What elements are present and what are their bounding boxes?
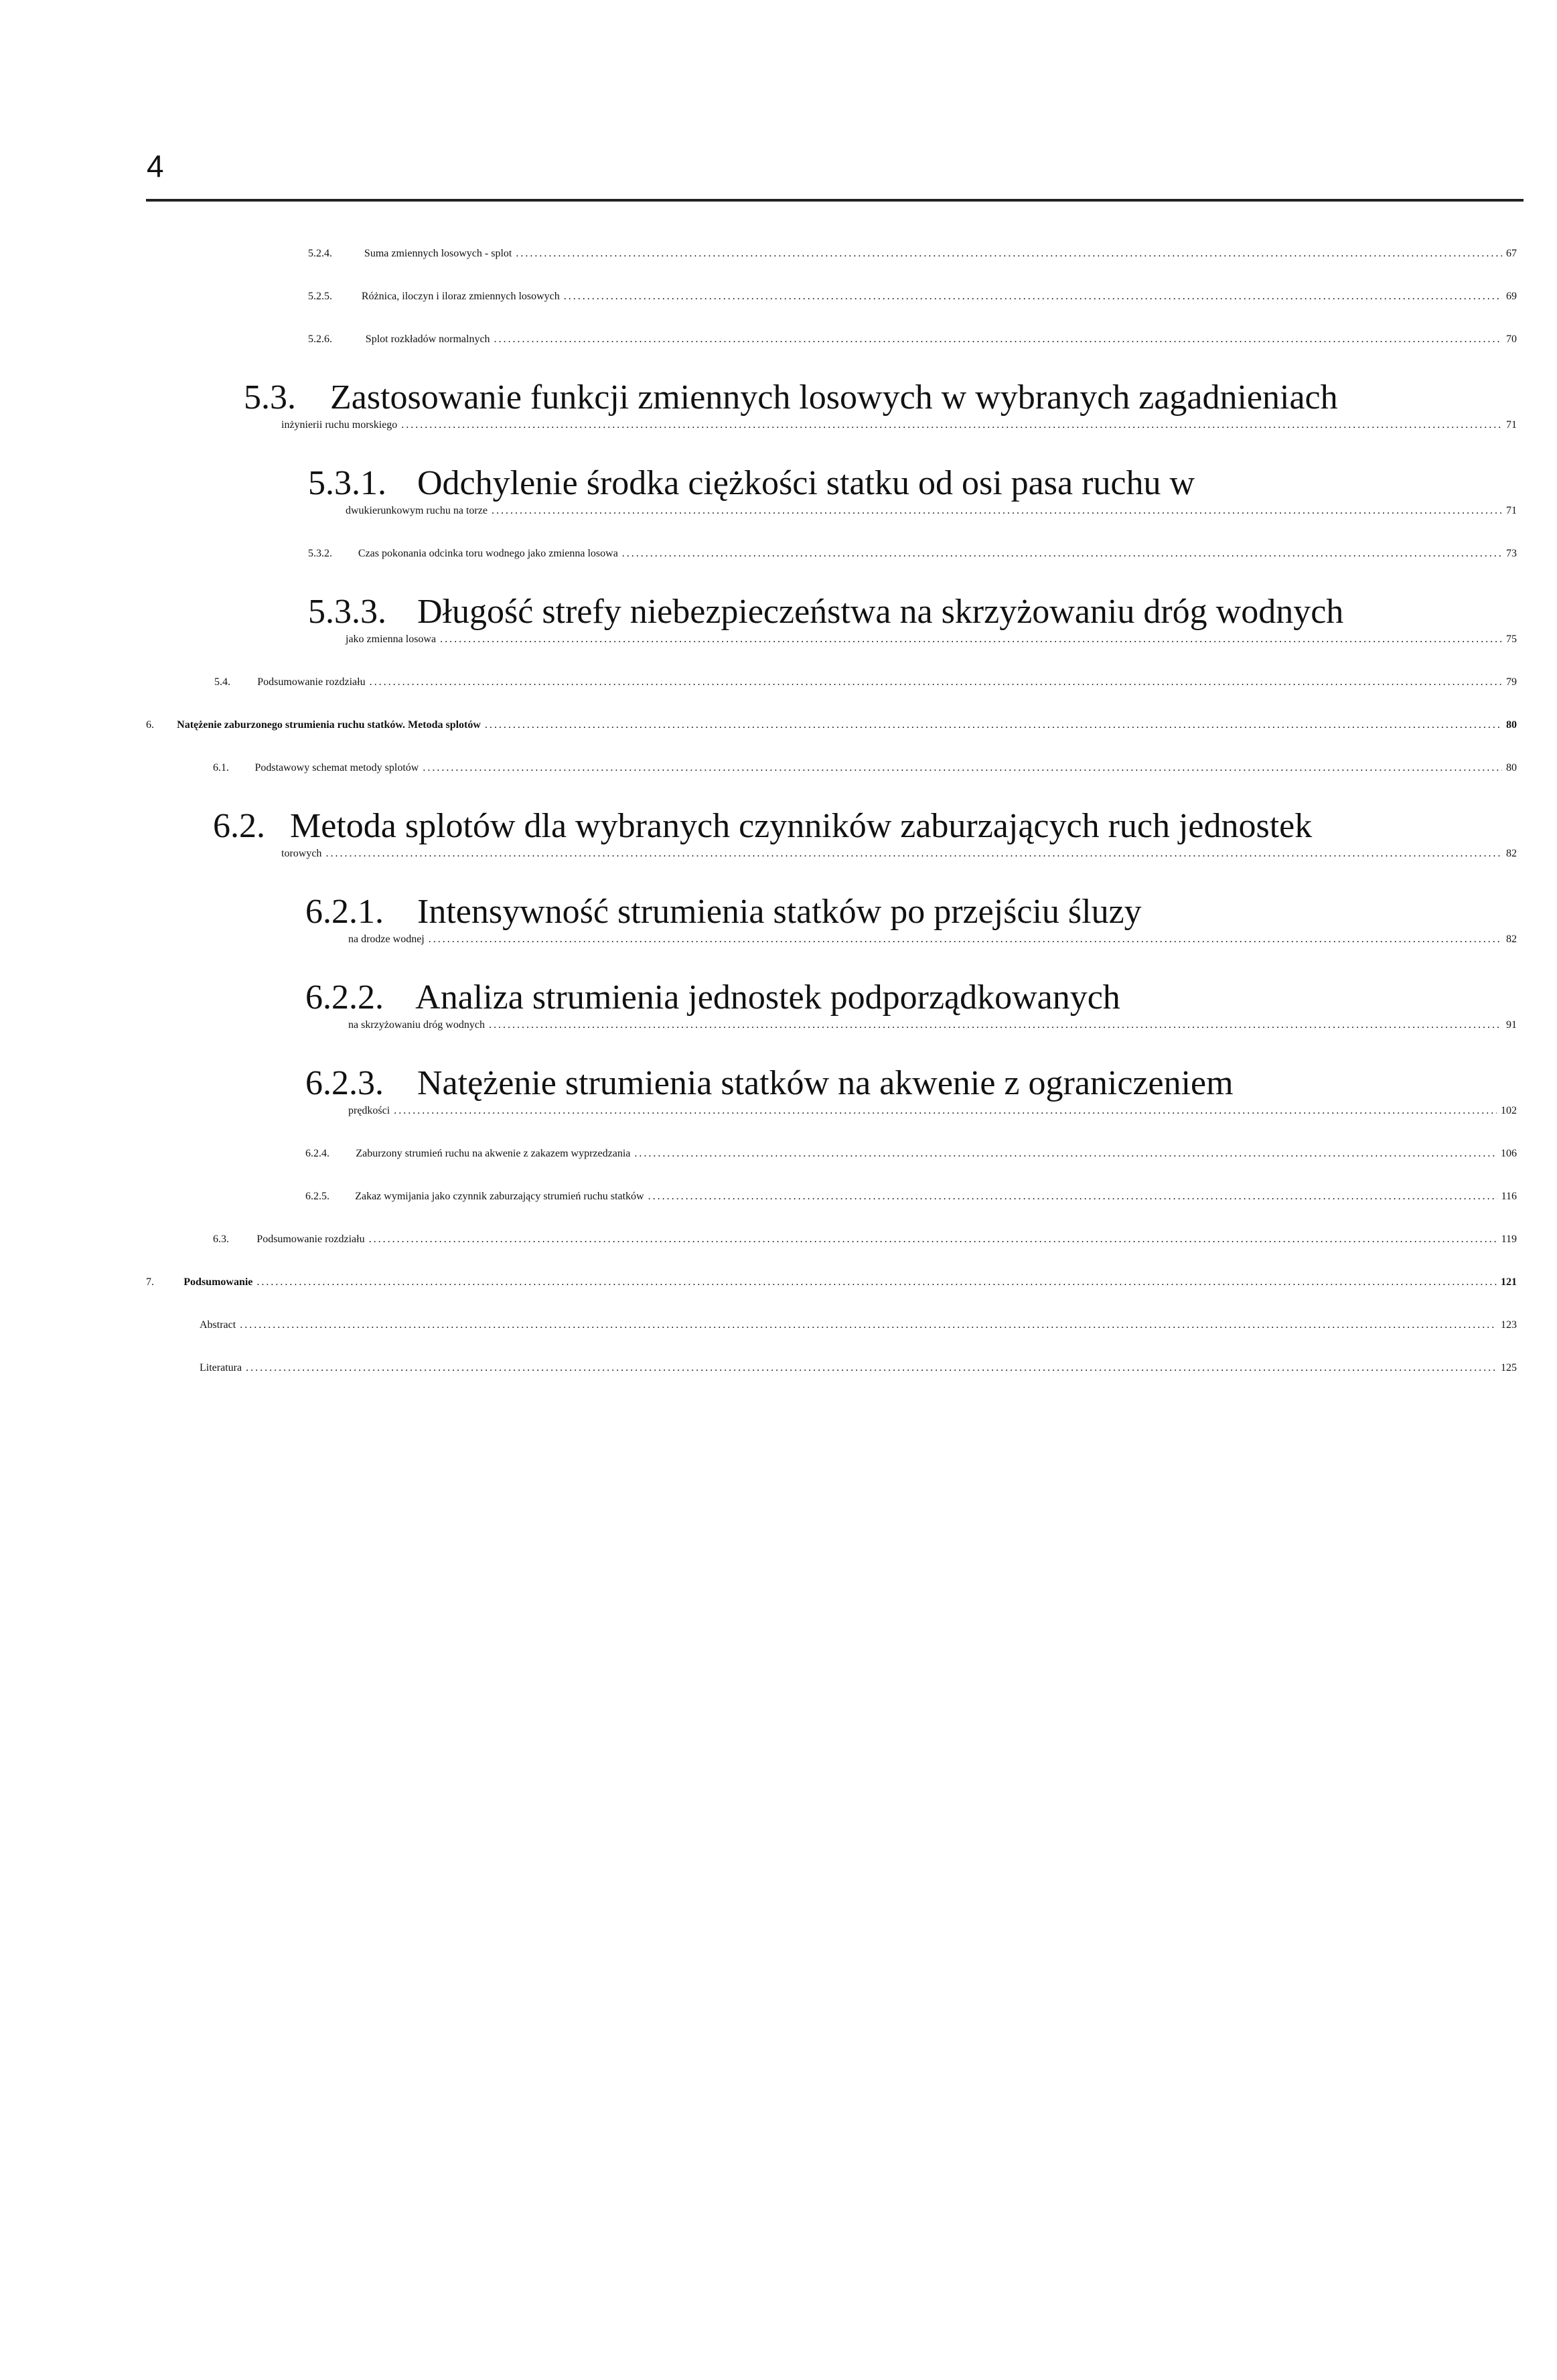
toc-number: 6.1. (213, 762, 229, 773)
toc-entry-literatura[interactable] (200, 1362, 1517, 1374)
toc-title-line2: prędkości (348, 1105, 390, 1116)
toc-entry-6-2-3[interactable] (348, 1105, 1517, 1117)
toc-entry-7[interactable] (146, 1276, 1517, 1288)
toc-title: Podstawowy schemat metody splotów (254, 762, 419, 773)
header-rule (146, 199, 1524, 202)
toc-entry-6-2-1-line1[interactable] (305, 891, 1142, 934)
toc-page: 67 (1506, 248, 1517, 259)
toc-page: 70 (1506, 333, 1517, 345)
toc-page: 106 (1501, 1148, 1517, 1159)
toc-entry-6-2-4[interactable] (305, 1148, 1517, 1160)
toc-entry-5-3-3[interactable] (346, 634, 1517, 646)
toc-number: 6.2.4. (305, 1148, 329, 1159)
toc-entry-5-2-4[interactable] (308, 248, 1517, 260)
toc-title-line2: torowych (281, 848, 322, 859)
toc-number: 5.4. (214, 676, 230, 688)
toc-leader (246, 1362, 1497, 1374)
toc-number: 5.2.6. (308, 333, 332, 345)
toc-number: 7. (146, 1276, 154, 1288)
toc-title: Splot rozkładów normalnych (365, 333, 490, 345)
toc-page: 82 (1506, 934, 1517, 945)
toc-page: 69 (1506, 291, 1517, 302)
toc-page: 71 (1506, 505, 1517, 516)
toc-leader (648, 1191, 1497, 1203)
toc-page: 79 (1506, 676, 1517, 688)
toc-entry-6[interactable] (146, 719, 1517, 731)
toc-page: 91 (1506, 1019, 1517, 1031)
toc-title: Czas pokonania odcinka toru wodnego jako zmienna losowa (358, 548, 618, 559)
toc-title-line2: inżynierii ruchu morskiego (281, 419, 398, 431)
toc-page: 73 (1506, 548, 1517, 559)
toc-title-line2: dwukierunkowym ruchu na torze (346, 505, 488, 516)
toc-leader (325, 848, 1502, 860)
toc-number: 5.2.5. (308, 291, 332, 302)
toc-page: 119 (1501, 1234, 1517, 1245)
toc-entry-5-2-6[interactable] (308, 333, 1517, 346)
toc-number: 6.2. (213, 807, 265, 845)
toc-entry-5-3-1[interactable] (346, 505, 1517, 517)
toc-number: 6.2.5. (305, 1191, 329, 1202)
toc-entry-6-2-line1[interactable] (213, 805, 1312, 848)
toc-entry-5-3-1-line1[interactable] (308, 462, 1195, 505)
toc-leader (370, 676, 1502, 688)
toc-number: 6.2.2. (305, 978, 384, 1017)
toc-entry-6-2-1[interactable] (348, 934, 1517, 946)
toc-number: 5.3.3. (308, 593, 386, 631)
toc-title: Literatura (200, 1362, 242, 1373)
toc-title: Podsumowanie rozdziału (256, 1234, 365, 1245)
toc-leader (622, 548, 1502, 560)
toc-leader (485, 719, 1502, 731)
toc-title-line1: Metoda splotów dla wybranych czynników zaburzających ruch jednostek (290, 807, 1313, 845)
toc-leader (401, 419, 1502, 431)
toc-number: 5.2.4. (308, 248, 332, 259)
toc-leader (494, 333, 1502, 346)
toc-page: 125 (1501, 1362, 1517, 1373)
toc-title-line2: na skrzyżowaniu dróg wodnych (348, 1019, 485, 1031)
toc-title-line1: Odchylenie środka ciężkości statku od osi pasa ruchu w (417, 464, 1195, 502)
toc-title: Podsumowanie (183, 1276, 253, 1288)
toc-entry-6-2[interactable] (281, 848, 1517, 860)
toc-leader (634, 1148, 1497, 1160)
toc-title: Zakaz wymijania jako czynnik zaburzający strumień ruchu statków (355, 1191, 644, 1202)
toc-page: 80 (1506, 762, 1517, 773)
toc-number: 6.2.3. (305, 1064, 384, 1102)
toc-page: 116 (1501, 1191, 1517, 1202)
toc-entry-6-2-3-line1[interactable] (305, 1062, 1234, 1105)
toc-leader (423, 762, 1502, 774)
toc-entry-5-4[interactable] (214, 676, 1517, 688)
toc-title: Zaburzony strumień ruchu na akwenie z zakazem wyprzedzania (356, 1148, 631, 1159)
toc-page: 75 (1506, 634, 1517, 645)
toc-leader (564, 291, 1502, 303)
toc-page: 82 (1506, 848, 1517, 859)
toc-number: 5.3. (244, 378, 296, 417)
toc-title-line1: Długość strefy niebezpieczeństwa na skrzyżowaniu dróg wodnych (417, 593, 1344, 631)
toc-title-line1: Zastosowanie funkcji zmiennych losowych w wybranych zagadnieniach (330, 378, 1338, 417)
toc-leader (394, 1105, 1497, 1117)
toc-leader (516, 248, 1502, 260)
toc-title-line2: na drodze wodnej (348, 934, 425, 945)
toc-leader (440, 634, 1502, 646)
toc-page: 102 (1501, 1105, 1517, 1116)
toc-entry-5-2-5[interactable] (308, 291, 1517, 303)
toc-title-line2: jako zmienna losowa (346, 634, 437, 645)
toc-leader (492, 505, 1502, 517)
page-number: 4 (147, 149, 164, 183)
toc-number: 5.3.1. (308, 464, 386, 502)
toc-number: 6.3. (213, 1234, 229, 1245)
toc-entry-5-3-2[interactable] (308, 548, 1517, 560)
toc-title: Różnica, iloczyn i iloraz zmiennych losowych (361, 291, 560, 302)
toc-title: Podsumowanie rozdziału (257, 676, 366, 688)
toc-entry-6-2-2[interactable] (348, 1019, 1517, 1031)
toc-page: 80 (1506, 719, 1517, 731)
toc-leader (240, 1319, 1497, 1331)
toc-entry-abstract[interactable] (200, 1319, 1517, 1331)
toc-title-line1: Analiza strumienia jednostek podporządkowanych (415, 978, 1120, 1017)
toc-entry-5-3-3-line1[interactable] (308, 591, 1343, 634)
toc-leader (256, 1276, 1497, 1288)
toc-page: 71 (1506, 419, 1517, 431)
toc-title: Natężenie zaburzonego strumienia ruchu statków. Metoda splotów (177, 719, 481, 731)
toc-title-line1: Natężenie strumienia statków na akwenie z ograniczeniem (417, 1064, 1234, 1102)
toc-title: Abstract (200, 1319, 236, 1331)
toc-page: 121 (1501, 1276, 1517, 1288)
toc-entry-6-3[interactable] (213, 1234, 1517, 1246)
toc-number: 6.2.1. (305, 893, 384, 931)
toc-number: 5.3.2. (308, 548, 332, 559)
toc-entry-6-2-2-line1[interactable] (305, 976, 1120, 1019)
toc-entry-6-2-5[interactable] (305, 1191, 1517, 1203)
toc-leader (369, 1234, 1497, 1246)
toc-page: 123 (1501, 1319, 1517, 1331)
toc-entry-5-3-line1[interactable] (244, 376, 1338, 419)
toc-number: 6. (146, 719, 154, 731)
toc-title: Suma zmiennych losowych - splot (364, 248, 512, 259)
toc-entry-6-1[interactable] (213, 762, 1517, 774)
toc-title-line1: Intensywność strumienia statków po przejściu śluzy (417, 893, 1142, 931)
toc-leader (489, 1019, 1502, 1031)
toc-leader (429, 934, 1502, 946)
toc-entry-5-3[interactable] (281, 419, 1517, 431)
